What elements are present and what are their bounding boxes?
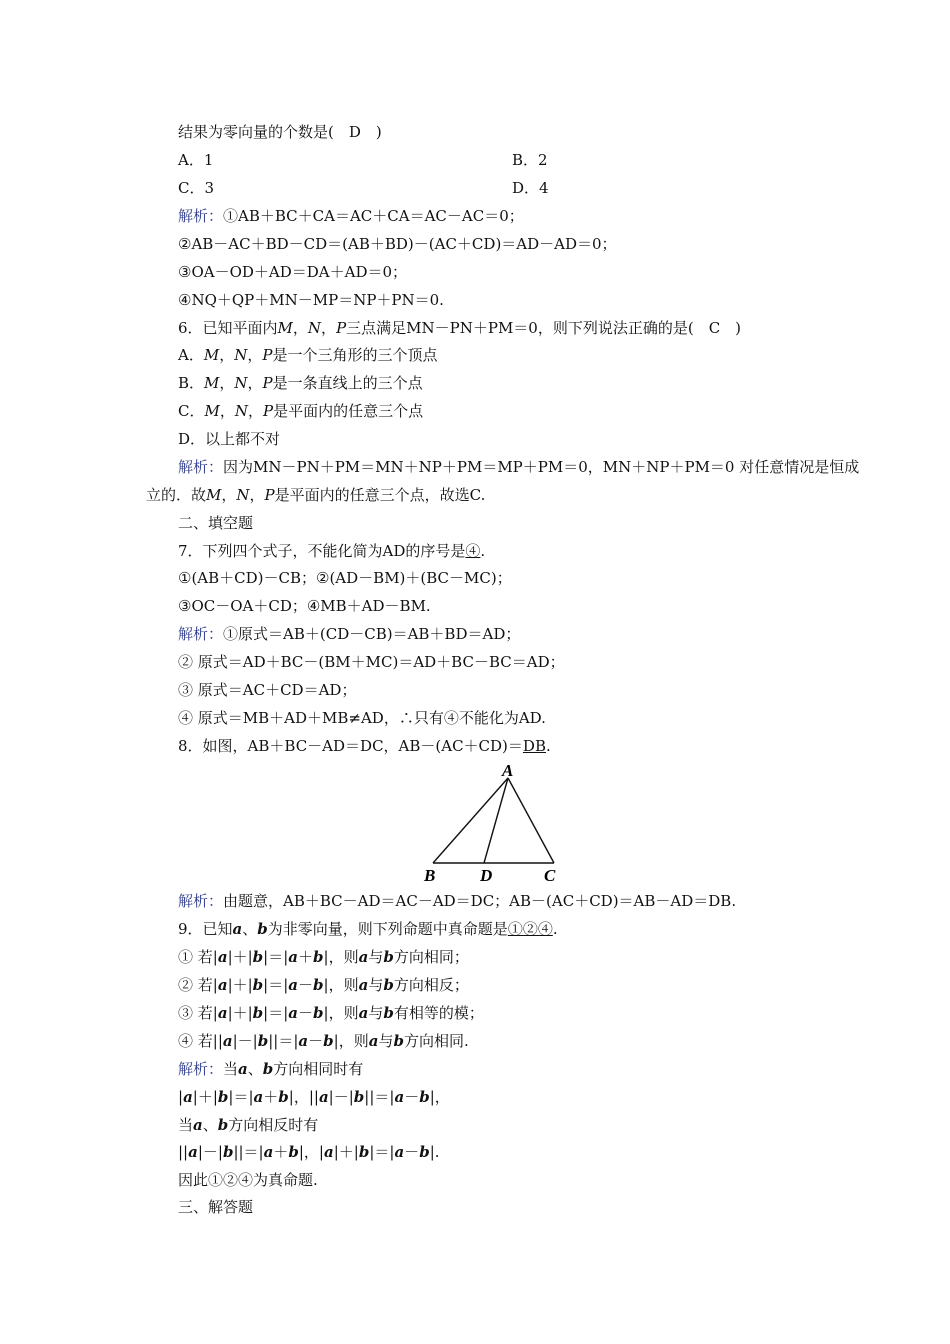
side-ab — [433, 778, 508, 863]
solution-label: 解析： — [178, 625, 224, 643]
q7-expr-1: ①(AB＋CD)－CB；②(AD－BM)＋(BC－MC)； — [178, 569, 512, 587]
q9-stem: 9．已知a、b为非零向量，则下列命题中真命题是①②④. — [178, 920, 558, 938]
label-d: D — [480, 866, 493, 885]
q5-solution-3: ③OA－OD＋AD＝DA＋AD＝0； — [178, 263, 408, 281]
q9-solution-1: 解析：当a、b方向相同时有 — [178, 1060, 364, 1078]
q6-option-c: C．M，N，P是平面内的任意三个点 — [178, 402, 424, 420]
q9-solution-3: 当a、b方向相反时有 — [178, 1116, 319, 1134]
q7-solution-3: ③ 原式＝AC＋CD＝AD； — [178, 681, 357, 699]
q7-stem: 7．下列四个式子，不能化简为AD的序号是④. — [178, 542, 486, 560]
q8-stem: 8．如图，AB＋BC－AD＝DC，AB－(AC＋CD)＝DB. — [178, 737, 551, 755]
q9-conclusion: 因此①②④为真命题. — [178, 1171, 318, 1189]
section-fill-in: 二、填空题 — [178, 514, 254, 532]
q5-solution-1: 解析：①AB＋BC＋CA＝AC＋CA＝AC－AC＝0； — [178, 207, 524, 225]
q6-solution-1: 解析：因为MN－PN＋PM＝MN＋NP＋PM＝MP＋PM＝0，MN＋NP＋PM＝0 对任意情况是恒成 — [178, 458, 860, 476]
side-ac — [508, 778, 554, 863]
q6-stem: 6．已知平面内M，N，P三点满足MN－PN＋PM＝0，则下列说法正确的是( C ) — [178, 319, 742, 337]
q9-proposition-1: ① 若|a|＋|b|＝|a＋b|，则a与b方向相同； — [178, 948, 469, 966]
solution-label: 解析： — [178, 207, 224, 225]
label-b: B — [424, 866, 436, 885]
q5-stem: 结果为零向量的个数是( D ) — [178, 123, 382, 141]
q6-option-a: A．M，N，P是一个三角形的三个顶点 — [178, 346, 438, 364]
section-answer: 三、解答题 — [178, 1198, 254, 1216]
q9-proposition-2: ② 若|a|＋|b|＝|a－b|，则a与b方向相反； — [178, 976, 469, 994]
q6-option-d: D．以上都不对 — [178, 430, 281, 448]
q7-solution-2: ② 原式＝AD＋BC－(BM＋MC)＝AD＋BC－BC＝AD； — [178, 653, 565, 671]
q9-proposition-4: ④ 若||a|－|b||＝|a－b|，则a与b方向相同. — [178, 1032, 469, 1050]
label-c: C — [544, 866, 556, 885]
q5-option-a: A．1 — [178, 151, 214, 169]
q6-solution-2: 立的．故M，N，P是平面内的任意三个点，故选C. — [146, 486, 486, 504]
q9-solution-4: ||a|－|b||＝|a＋b|，|a|＋|b|＝|a－b|. — [178, 1143, 440, 1161]
q9-answer: ①②④ — [507, 920, 553, 938]
q9-solution-2: |a|＋|b|＝|a＋b|，||a|－|b||＝|a－b|， — [178, 1088, 450, 1106]
solution-label: 解析： — [178, 1060, 224, 1078]
q5-option-c: C．3 — [178, 179, 215, 197]
q5-solution-2: ②AB－AC＋BD－CD＝(AB＋BD)－(AC＋CD)＝AD－AD＝0； — [178, 235, 617, 253]
q8-solution: 解析：由题意，AB＋BC－AD＝AC－AD＝DC；AB－(AC＋CD)＝AB－AD＝DB. — [178, 892, 737, 910]
solution-label: 解析： — [178, 892, 224, 910]
q5-option-b: B．2 — [512, 151, 548, 169]
q7-solution-4: ④ 原式＝MB＋AD＋MB≠AD，∴只有④不能化为AD. — [178, 709, 546, 727]
q7-expr-2: ③OC－OA＋CD；④MB＋AD－BM. — [178, 597, 431, 615]
q7-answer: ④ — [465, 542, 481, 560]
q8-answer: DB — [522, 737, 546, 755]
triangle-figure — [418, 760, 568, 886]
q5-solution-4: ④NQ＋QP＋MN－MP＝NP＋PN＝0. — [178, 291, 444, 309]
q5-option-d: D．4 — [512, 179, 549, 197]
q9-proposition-3: ③ 若|a|＋|b|＝|a－b|，则a与b有相等的模； — [178, 1004, 484, 1022]
q7-solution-1: 解析：①原式＝AB＋(CD－CB)＝AB＋BD＝AD； — [178, 625, 521, 643]
solution-label: 解析： — [178, 458, 224, 476]
label-a: A — [502, 761, 514, 780]
q6-option-b: B．M，N，P是一条直线上的三个点 — [178, 374, 423, 392]
